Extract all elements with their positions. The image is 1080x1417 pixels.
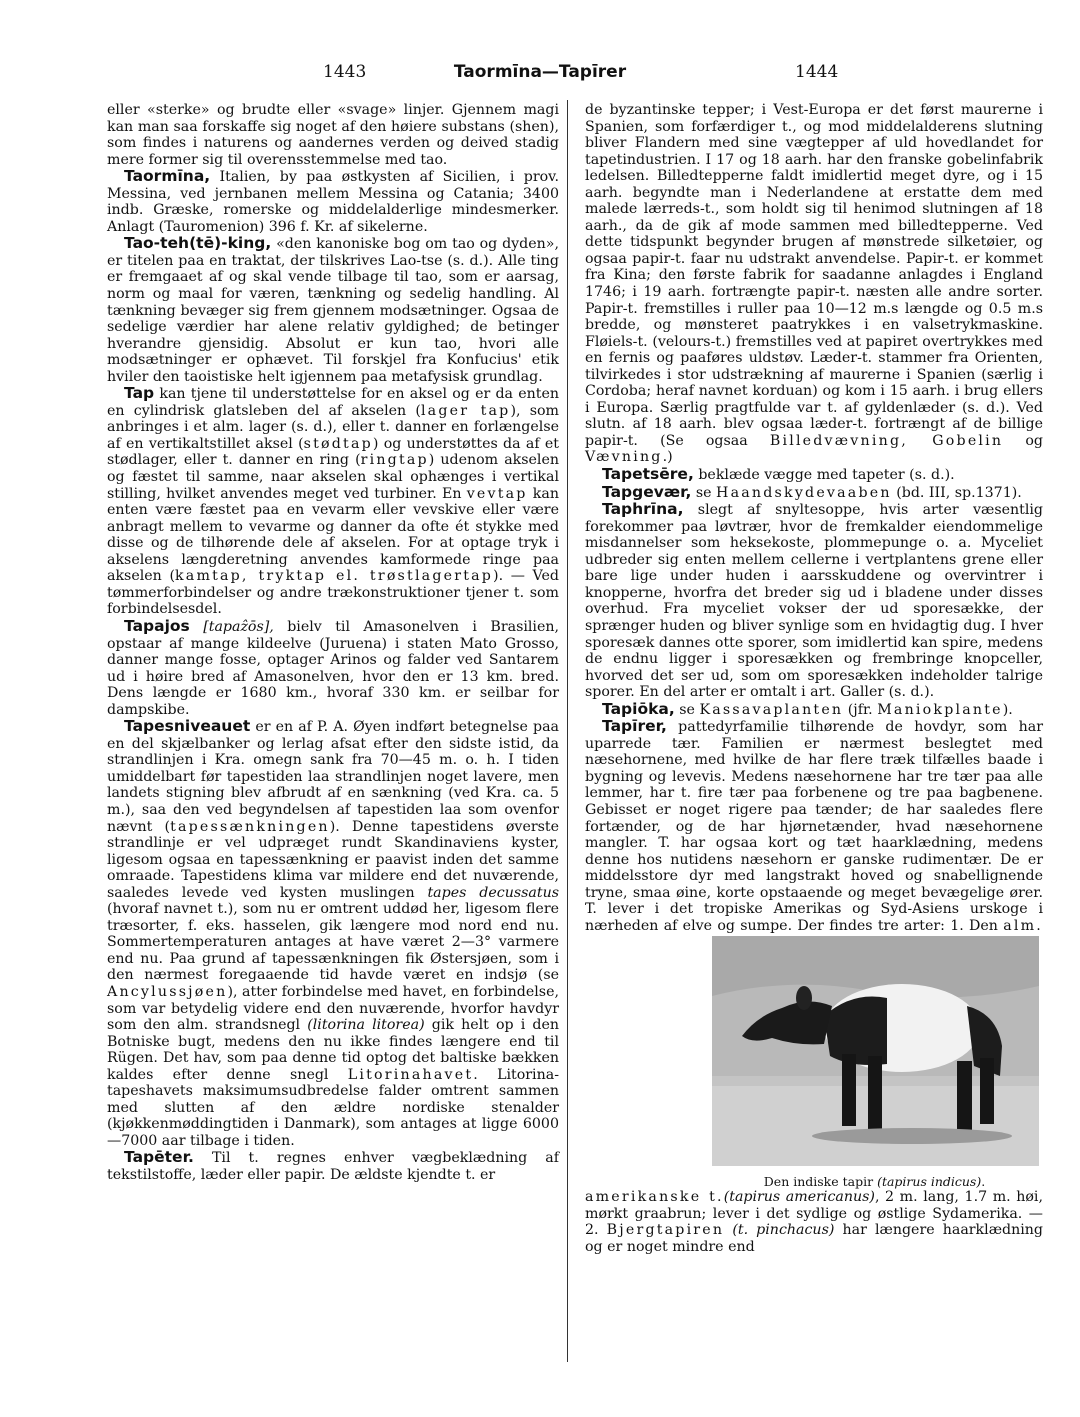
entry-tapirer: Tapīrer, pattedyrfamilie tilhørende de hovdyr, som har uparrede tær. Familien er nærmest beslegtet med næsehornene, med hvilke de har flere træk tilfælles baade i bygning og levevis. Medens næsehornene har tre tær paa alle lemmer, har t. fire tær paa forbenene og tre paa bagbenene. Gebisset er noget rigere paa tænder; de har saaledes flere fortænder, og de har hjørnetænder, hvad næsehornene mangler. T. har ogsaa kort og tæt haarklædning, medens denne hos nutidens næsehorn er ganske rudimentær. De er middelsstore dyr med langstrakt hoved og snabellignende tryne, smaa øine, korte opstaaende og meget bevægelige ører. T. lever i det tropiske Amerikas og Syd-Asiens urskoge i nærheden af elve og sumpe. Der findes tre arter: 1. Den Den indiske tapir (tapirus indicus). alm. amerikanske t.(tapirus americanus), 2 m. lang, 1.7 m. høi, mørkt graabrun; lever i det sydlige og østlige Sydamerika. — 2. Bjergtapiren (t. pinchacus) har længere haarklædning og er noget mindre end	[585, 717, 1044, 1255]
headword: Tapīrer,	[602, 717, 667, 736]
entry-tapeter: Tapēter. Til t. regnes enhver vægbeklædning af tekstilstoffe, læder eller papir. De ældste kjendte t. er	[107, 1148, 559, 1183]
headword: Tap	[124, 384, 155, 403]
headword: Taphrīna,	[602, 500, 684, 519]
tapir-photo	[712, 936, 1039, 1166]
page-number-right: 1444	[795, 62, 839, 82]
left-column	[107, 102, 559, 1184]
entry-tapgevaer: Tapgevær, se Haandskydevaaben (bd. III, sp.1371).	[602, 482, 1022, 501]
entry-tap: Tap kan tjene til understøttelse for en aksel og er da enten en cylindrisk glatsleben del af akselen (lager tap), som anbringes i et alm. lager (s. d.), eller t. danner en forlængelse af en vertikaltstillet aksel (stødtap) og understøttes da af et stødlager, eller t. danner en ring (ringtap) udenom akselen og fæstet til samme, naar akselen skal ophænges i vertikal stilling, hvilket anvendes meget ved turbiner. En vevtap kan enten være fæstet paa en vevarm eller vevskive eller være anbragt mellem to vevarme og danner da ofte ét stykke med disse og de tilhørende dele af akselen. For at optage tryk i akselens længderetning anvendes kamformede ringe paa akselen (kamtap, tryktap el. trøstlagertap). — Ved tømmerforbindelser og andre trækonstruktioner tjener t. som forbindelsesdel.	[107, 384, 560, 618]
tapir-illustration	[712, 936, 1039, 1166]
headword: Tao-teh(tē)-king,	[124, 234, 272, 253]
headword: Tapesniveauet	[124, 717, 251, 736]
entry-tapetsere: Tapetsēre, beklæde vægge med tapeter (s. d.).	[602, 465, 955, 484]
headword: Taormīna,	[124, 167, 211, 186]
entry-taormina: Taormīna, Italien, by paa østkysten af Sicilien, i prov. Messina, ved jernbanen mellem Messina og Catania; 3400 indb. Græske, romerske og middelalderlige mindesmerker. Anlagt (Tauromenion) 396 f. Kr. af sikelerne.	[107, 167, 559, 235]
headword: Tapetsēre,	[602, 465, 694, 484]
entry-tapajos: Tapajos [tapaẑōs], bielv til Amasonelven i Brasilien, opstaar af mange kildeelve (Juruena) i staten Mato Grosso, danner mange fosse, optager Arinos og falder ved Santarem ud i høire bred af Amasonelven, hvor den er 13 km. bred. Dens længde er 1680 km., hvoraf 330 km. er seilbar for dampskibe.	[107, 616, 560, 718]
entry-taphrina: Taphrīna, slegt af snyltesoppe, hvis arter væsentlig forekommer paa løvtrær, hvor de fremkalder eiendommelige misdannelser som heksekoste, plommepunge o. a. Myceliet udbreder sig enten mellem cellerne i vertplantens grene eller bare lige under huden i aarsskuddene og overvintrer i knopperne, hvorfra det breder sig ud i bladene under disses overhud. Fra myceliet vokser der ud sporesække, der sprænger huden og bliver synlige som en hvidagtig dug. I hver sporesæk dannes otte sporer, som imidlertid kan spire, medens de endnu ligger i sporesækken og frembringe knopceller, hvorved det ser ud, som om sporesækken indeholder talrige sporer. En del arter er omtalt i art. Galler (s. d.).	[585, 500, 1043, 701]
tapir-figure	[706, 936, 1043, 1189]
headword: Tapēter.	[124, 1148, 194, 1167]
entry-tapesniveauet: Tapesniveauet er en af P. A. Øyen indført betegnelse paa en del skjælbanker og lerlag afsat efter den sidste istid, da strandlinjen i Kra. omegn sank fra 70—45 m. o. h. I tiden umiddelbart før tapestiden laa strandlinjen noget lavere, men landets stigning blev afbrudt af en sænkning (ved Kra. ca. 5 m.), saa den ved begyndelsen af tapestiden laa som ovenfor nævnt (tapessænkningen). Denne tapestidens øverste strandlinje er vel udpræget rundt Skandinaviens kyster, ligesom ogsaa en tapessænkning er paavist inden det samme omraade. Tapestidens klima var mildere end det nuværende, saaledes levede ved kysten muslingen tapes decussatus (hvoraf navnet t.), som nu er omtrent uddød her, ligesom flere træsorter, f. eks. hasselen, gik længere mod nord end nu. Sommertemperaturen antages at have været 2—3° varmere end nu. Paa grund af tapessænkningen fik Østersjøen, som i den nærmest foregaaende tid havde været en indsjø (se Ancylussjøen), atter forbindelse med havet, en forbindelse, som var betydelig videre end den nuværende, hvorfor havdyr som den alm. strandsnegl (litorina litorea) gik helt op i den Botniske bugt, medens den nu ikke findes længere end til Rügen. Det hav, som paa denne tid optog det baltiske bækken kaldes efter denne snegl Litorinahavet. Litorina-tapeshavets maksimumsudbredelse falder omtrent sammen med slutten af den ældre nordiske stenalder (kjøkkenmøddingtiden i Danmark), som antages at ligge 6000—7000 aar tilbage i tiden.	[107, 717, 559, 1149]
entry-tapeter-continued: de byzantinske tepper; i Vest-Europa er det først maurerne i Spanien, som forfærdiger t., og mod middelalderens slutning bliver Flandern med sine vægtepper af uld hovedlandet for tapetindustrien. I 17 og 18 aarh. har den franske gobelinfabrik ledelsen. Billedtepperne faldt imidlertid meget dyre, og i 15 aarh. begyndte man i Nederlandene at erstatte dem med malede lærreds-t., som holdt sig til henimod slutningen af 18 aarh., da de gik af mode sammen med billedtepperne. Ved dette tidspunkt begynder brugen af mønstrede silketøier, og ogsaa papir-t. faar nu udstrakt anvendelse. Papir-t. er kommet fra Kina; den første fabrik for saadanne anlagdes i England 1746; i 19 aarh. fortrængte papir-t. næsten alle andre sorter. Papir-t. fremstilles i ruller paa 10—12 m.s længde og 0.5 m.s bredde, og mønsteret paatrykkes i en valsetrykmaskine. Fløiels-t. (velours-t.) fremstilles ved at papiret overtrykkes med en fernis og paaføres uldstøv. Læder-t. stammer fra Orienten, tilvirkedes i stor udstrækning af maurerne i Spanien (særlig i Cordoba; heraf navnet korduan) og kom i 15 aarh. i brug ellers i Europa. Særlig pragtfulde var t. af gyldenlæder (s. d.). Ved slutn. af 18 aarh. blev ogsaa læder-t. fortrængt af de billige papir-t. (Se ogsaa Billedvævning, Gobelin og Vævning.)	[585, 102, 1043, 466]
headword: Tapgevær,	[602, 482, 692, 501]
figure-caption: Den indiske tapir (tapirus indicus).	[763, 1174, 986, 1190]
column-divider	[567, 100, 568, 1362]
page-number-left: 1443	[323, 62, 367, 82]
running-title: Taormīna—Tapīrer	[453, 62, 627, 82]
headword: Tapajos	[124, 616, 190, 635]
page-header	[0, 62, 1080, 88]
entry-tao-teh-king: Tao-teh(tē)-king, «den kanoniske bog om tao og dyden», er titelen paa en traktat, der tilskrives Lao-tse (s. d.). Alle ting er fremgaaet af og skal vende tilbage til tao, som er aarsag, norm og maal for væren, tænkning og sedelig handling. Al tænkning bevæger sig frem gjennem modsætninger. Ogsaa de sedelige værdier har alene relativ gyldighed; de betinger hverandre gjensidig. Absolut er kun tao, hvori alle modsætninger er ophævet. Til forskjel fra Konfucius' etik hviler den taoistiske helt igjennem paa metafysisk grundlag.	[107, 234, 559, 385]
entry-tapioka: Tapiōka, se Kassavaplanten (jfr. Maniokplante).	[602, 699, 1013, 718]
headword: Tapiōka,	[602, 699, 675, 718]
entry-continuation: eller «sterke» og brudte eller «svage» linjer. Gjennem magi kan man saa forskaffe sig noget af den høiere substans (shen), som findes i naturens og aandernes verden og deived stadig mere former sig til overensstemmelse med tao.	[107, 102, 559, 168]
right-column	[585, 102, 1043, 1256]
